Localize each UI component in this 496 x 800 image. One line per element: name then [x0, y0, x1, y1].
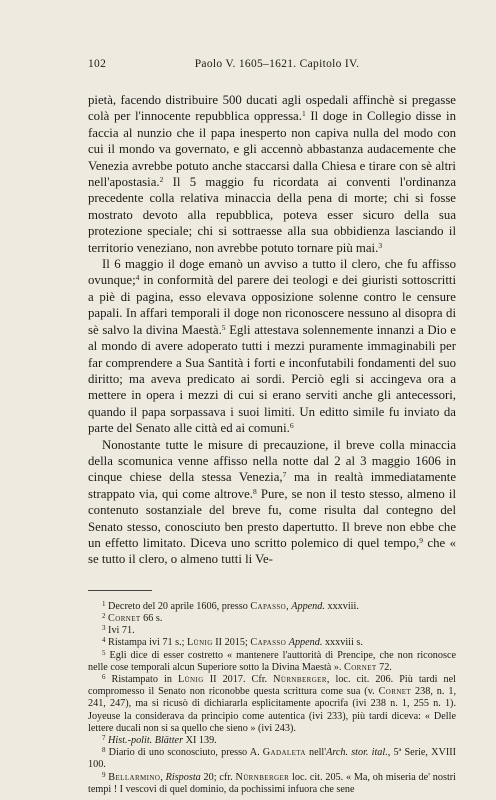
footnote-text: Egli dice di esser costretto « mantenere l'auttorità di Prencipe, che non riconosce nelle cose temporali alcun Superiore sotto la Divina Maestà ».	[88, 649, 456, 673]
footnote-number: 8	[102, 746, 106, 755]
footnote-number: 2	[102, 611, 106, 620]
footnote-text: Cornet	[378, 686, 412, 698]
footnote-7	[88, 735, 456, 747]
footnote-ref: 7	[282, 470, 287, 480]
footnote-text: Risposta	[165, 771, 201, 783]
page-number: 102	[88, 58, 107, 70]
footnote-number: 9	[102, 770, 106, 779]
footnote-2	[88, 613, 456, 625]
text-run: in conformità del parere dei teologi e dei giuristi sottoscritti a piè di pagina, esso elevava opposizione solenne contro le censure papali. In affari temporali il doge non riconoscere nessuno al disopra di sè salvo la divina Maestà.	[88, 273, 456, 337]
footnote-text: Hist.-polit. Blätter	[108, 735, 184, 747]
footnote-text: 238, n. 1, 241, 247), ma si ricusò di dichiararla esplicitamente apocrifa (ivi 238 n. 1, 255 n. 1). Joyeuse la considerava da principio come autentica (ivi 233), più tardi diceva: « Delle lettere ducali non si sa quello che sieno » (ivi 243).	[88, 686, 456, 734]
footnote-ref: 4	[135, 273, 140, 283]
footnote-number: 7	[102, 734, 106, 743]
footnote-5	[88, 650, 456, 674]
footnote-text: Ristampato in	[111, 674, 178, 685]
footnote-number: 4	[102, 636, 106, 645]
text-run: che « se tutto il clero, o almeno tutti li Ve-	[88, 535, 457, 567]
footnote-text: Lünig	[187, 637, 213, 649]
footnote-text: 66 s.	[140, 612, 163, 624]
footnote-ref: 8	[253, 486, 257, 496]
text-run: Egli attestava solennemente innanzi a Dio e al mondo di avere adoperato tutti i mezzi puramente immaginabili per far comprendere a Sua Santità i forti e inconfutabili fondamenti del suo diritto; ma aveva predicato ai sordi. Perciò egli si accingeva ora a mettere in opera i mezzi di cui si erano serviti anche gli antecessori, quando il papa sorpassava i suoi limiti. Un editto simile fu inviato da parte del Senato alle città ed ai comuni.	[88, 322, 456, 436]
footnote-ref: 6	[289, 421, 294, 431]
footnote-text: XI 139.	[183, 735, 217, 747]
main-text	[88, 92, 456, 568]
footnote-text: ,	[160, 771, 166, 783]
footnote-text: xxxviii.	[324, 600, 359, 612]
footnote-ref: 3	[378, 240, 383, 250]
footnote-1	[88, 601, 456, 613]
footnote-ref: 9	[419, 535, 423, 545]
text-run: pietà, facendo distribuire 500 ducati agli ospedali affinchè si pregasse colà per l'innocente repubblica oppressa.	[88, 93, 456, 124]
footnote-ref: 2	[159, 175, 164, 185]
footnote-text: Cornet	[344, 661, 377, 673]
footnote-text: 20; cfr.	[200, 771, 236, 783]
footnote-text: II 2015;	[212, 637, 251, 649]
running-header	[88, 58, 456, 70]
footnote-text: Decreto del 20 aprile 1606, presso	[108, 600, 251, 612]
footnote-text: Append.	[288, 637, 323, 649]
footnotes	[88, 601, 456, 796]
text-run: Il 5 maggio fu ricordata ai conventi l'ordinanza precedente colla relativa minaccia della pena di morte; chi si fosse mostrato devoto alla repubblica, poteva esser sicuro della sua protezione speciale; chi si sottraesse alla sua obbidienza lasciando il territorio veneziano, non avrebbe potuto tornare più mai.	[88, 175, 456, 255]
text-run: ma in realtà immediatamente strappato via, qui come altrove.	[88, 470, 456, 501]
footnote-8	[88, 747, 456, 771]
footnote-text: nell'	[305, 747, 327, 759]
footnote-6	[88, 674, 456, 735]
text-run: Nonostante tutte le misure di precauzione, il breve colla minaccia della scomunica venne affisso nella notte dal 2 al 3 maggio 1606 in cinque chiese della stessa Venezia,	[88, 437, 456, 485]
footnote-text: Ristampa ivi 71 s.;	[108, 637, 187, 649]
footnote-ref: 1	[301, 109, 306, 119]
text-run: Il 6 maggio il doge emanò un avviso a tutto il clero, che fu affisso ovunque;	[88, 257, 456, 288]
footnote-text: loc. cit. 205. « Ma, oh miseria de' nostri tempi ! I vescovi di quel dominio, da pochissimi infuora che sene	[88, 771, 456, 795]
footnote-9	[88, 772, 456, 796]
footnote-text: xxxviii s.	[322, 637, 363, 649]
footnote-text: , 5ª Serie, XVIII 100.	[88, 747, 457, 771]
footnote-text: II 2017. Cfr.	[203, 674, 274, 685]
footnote-number: 1	[102, 599, 106, 608]
footnote-text: 72.	[376, 661, 392, 673]
footnote-text: Gadaleta	[262, 747, 306, 759]
footnote-text: Capasso	[250, 600, 287, 612]
footnote-text: Arch. stor. ital.	[326, 747, 388, 759]
footnote-text: Nürnberger	[235, 771, 290, 783]
footnote-text: Bellarmino	[108, 771, 161, 783]
footnote-number: 5	[102, 648, 106, 657]
footnote-text: Lünig	[177, 674, 204, 685]
footnote-text: ,	[286, 600, 292, 612]
paragraph-2	[88, 256, 456, 436]
footnote-text: Nürnberger	[273, 674, 327, 685]
paragraph-1	[88, 92, 456, 256]
footnote-text: Cornet	[108, 612, 141, 624]
footnote-divider	[88, 590, 152, 591]
footnote-number: 6	[102, 673, 106, 681]
paragraph-3	[88, 437, 456, 568]
footnote-4	[88, 637, 456, 649]
footnote-text: Capasso	[250, 637, 287, 649]
text-run: Pure, se non il testo stesso, almeno il contenuto sostanziale del breve fu, come risulta dal contegno del Senato stesso, conosciuto ben presto dapertutto. Il breve non ebbe che un effetto limitato. Diceva uno scritto polemico di quel tempo,	[88, 486, 456, 550]
text-run: Il doge in Collegio disse in faccia al nunzio che il papa inesperto non capiva nulla del modo con cui il mondo va governato, e gli accennò abbastanza audacemente che Venezia avrebbe potuto anche staccarsi dalla Chiesa e tirare con sè altri nell'apostasia.	[88, 109, 456, 190]
footnote-number: 3	[102, 624, 106, 633]
footnote-text: Append.	[291, 600, 325, 612]
footnote-ref: 5	[221, 322, 226, 332]
footnote-text: , loc. cit. 206. Più tardi nel compromesso il Senato non riconobbe questa scrittura come sua (v.	[88, 674, 456, 698]
footnote-text: Diario di uno sconosciuto, presso A.	[108, 747, 263, 759]
running-title: Paolo V. 1605–1621. Capitolo IV.	[194, 58, 360, 70]
footnote-text: Ivi 71.	[108, 625, 135, 637]
footnote-3	[88, 625, 456, 637]
